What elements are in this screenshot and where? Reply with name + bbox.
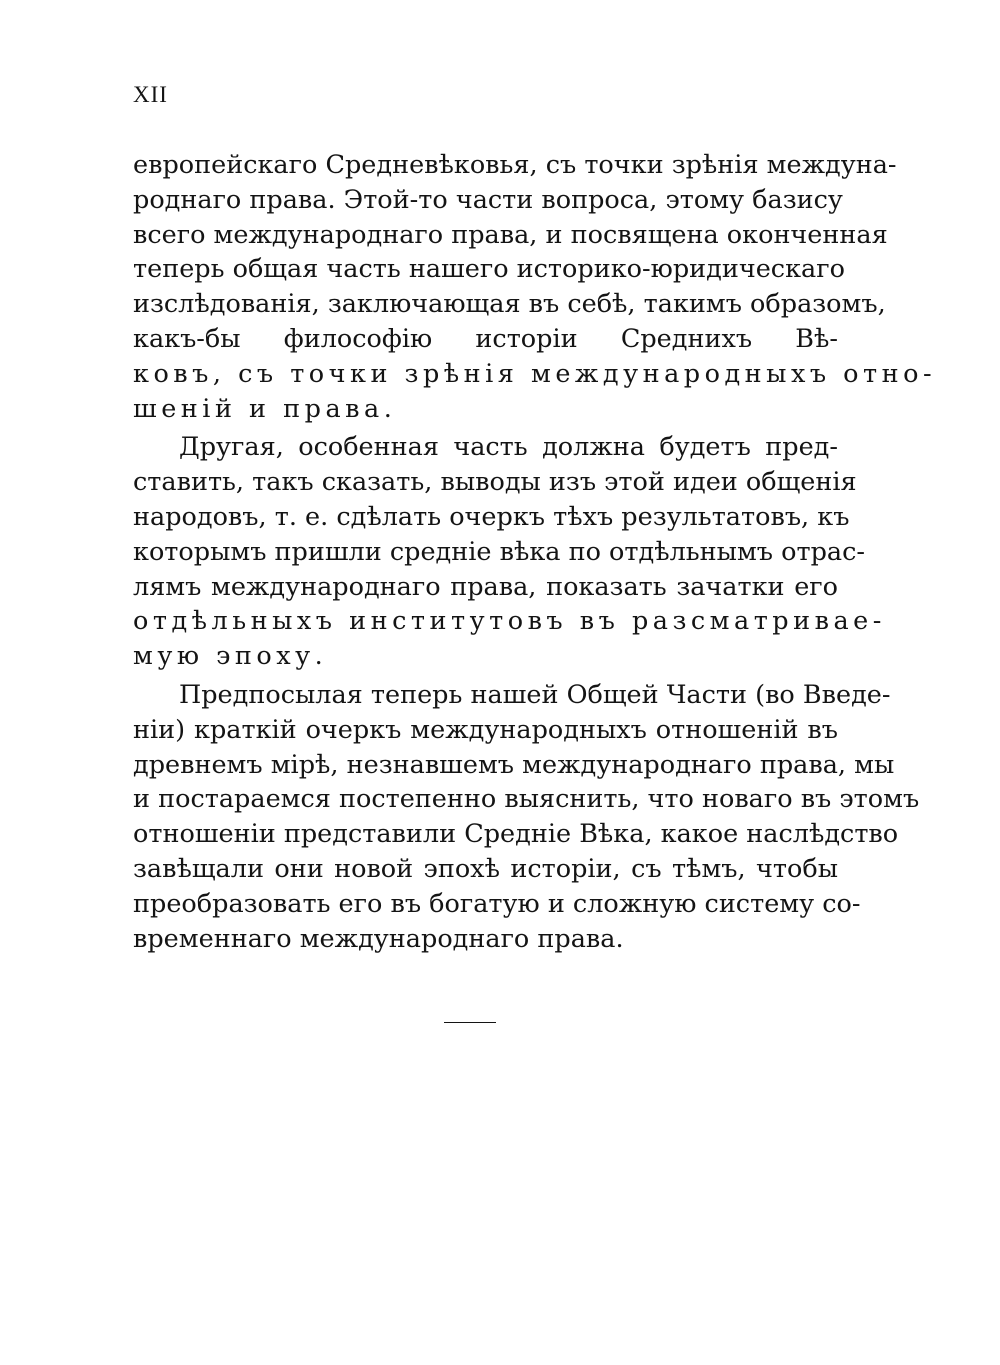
text-line: изслѣдованія, заключающая въ себѣ, такимъ образомъ, — [133, 289, 886, 320]
text-line: какъ-бы философію исторіи Среднихъ Вѣ- — [133, 323, 838, 354]
text-line: ковъ, съ точки зрѣнія международныхъ отно- — [133, 358, 937, 389]
paragraph-2 — [133, 430, 886, 674]
paragraph-3 — [133, 678, 920, 956]
text-line: которымъ пришли средніе вѣка по отдѣльнымъ отрас- — [133, 536, 865, 567]
text-line: шеній и права. — [133, 393, 397, 424]
text-line: всего международнаго права, и посвящена оконченная — [133, 219, 888, 250]
text-line: отношеніи представили Средніе Вѣка, какое наслѣдство — [133, 819, 899, 850]
text-line: временнаго международнаго права. — [133, 923, 624, 954]
text-line: завѣщали они новой эпохѣ исторіи, съ тѣмъ, чтобы — [133, 853, 838, 884]
text-line: мую эпоху. — [133, 641, 328, 672]
text-line: Другая, особенная часть должна будетъ пред- — [179, 432, 838, 463]
text-line: лямъ международнаго права, показать зачатки его — [133, 571, 838, 602]
text-line: и постараемся постепенно выяснить, что новаго въ этомъ — [133, 784, 920, 815]
page-number: XII — [133, 82, 168, 107]
text-line: теперь общая часть нашего историко-юридическаго — [133, 254, 845, 285]
text-line: ставить, такъ сказать, выводы изъ этой идеи общенія — [133, 467, 857, 498]
text-line: отдѣльныхъ институтовъ въ разсматриваe- — [133, 606, 886, 637]
body-text — [133, 148, 937, 956]
text-line: преобразовать его въ богатую и сложную систему со- — [133, 888, 861, 919]
text-line: европейскаго Средневѣковья, съ точки зрѣнія междуна- — [133, 150, 897, 180]
text-line: ніи) краткій очеркъ международныхъ отношеній въ — [133, 714, 838, 745]
text-line: роднаго права. Этой-то части вопроса, этому базису — [133, 184, 843, 215]
paragraph-1 — [133, 148, 937, 426]
text-line: Предпосылая теперь нашей Общей Части (во Введе- — [179, 679, 891, 710]
text-line: народовъ, т. е. сдѣлать очеркъ тѣхъ результатовъ, къ — [133, 501, 850, 532]
section-end-rule — [444, 1022, 496, 1023]
text-line: древнемъ мірѣ, незнавшемъ международнаго права, мы — [133, 749, 895, 780]
